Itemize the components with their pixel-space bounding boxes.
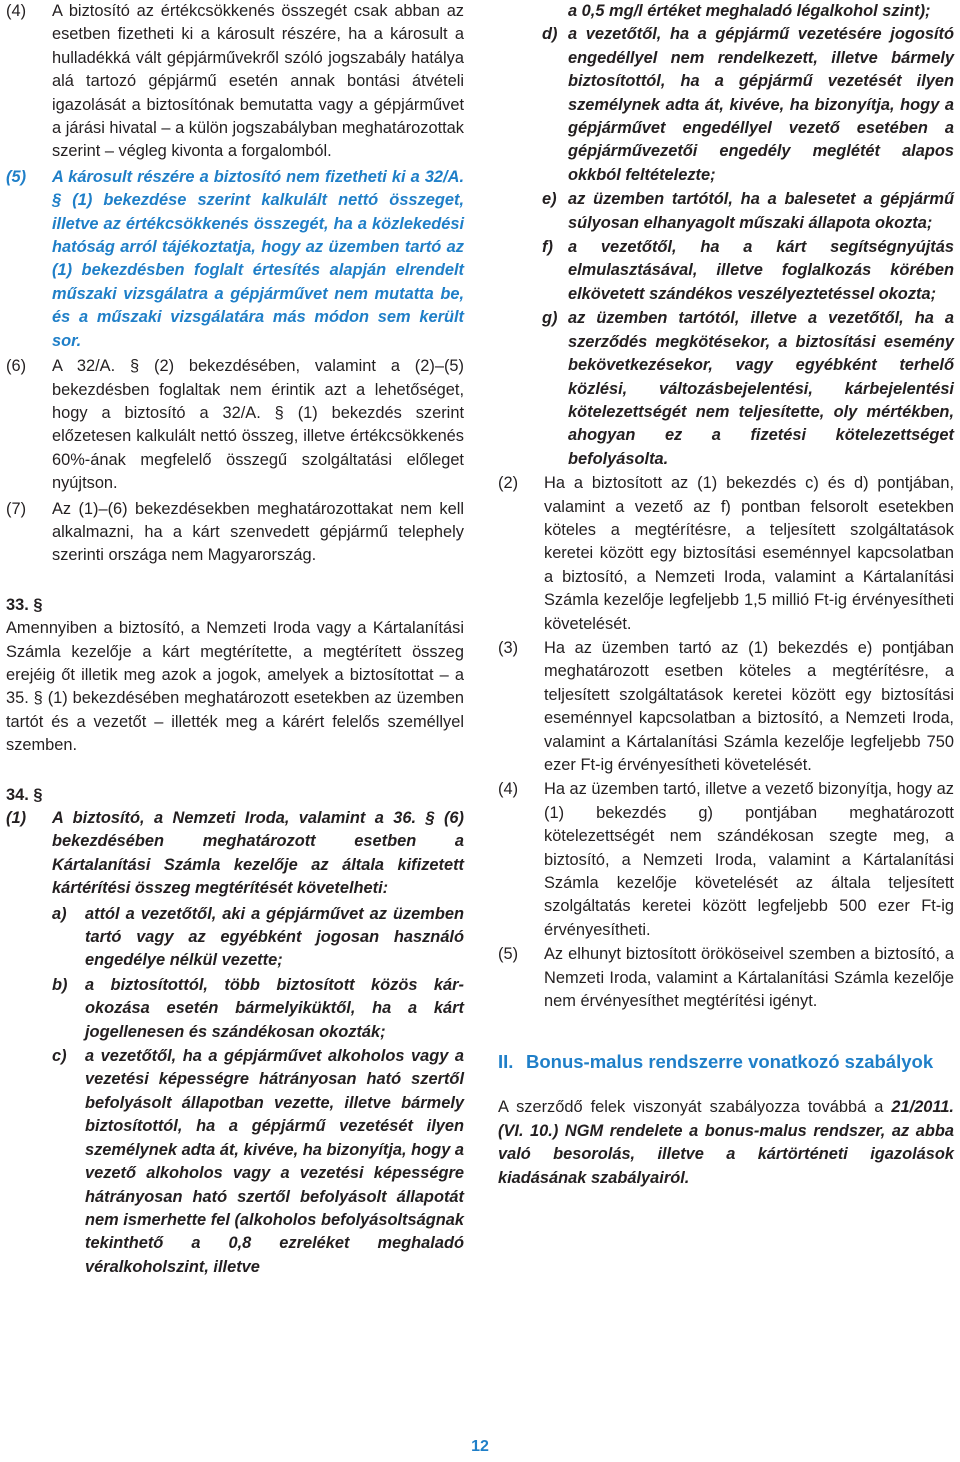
sub-item-letter: b): [52, 975, 68, 994]
paragraph-text: A biztosító az értékcsökkenés összegét csak abban az esetben fizetheti ki a károsult részére, ha a károsult a hulladékká vált gépjárművekről szóló jogszabály hatálya alá tartozó gépjármű esetén annak bontási átvételi igazolását a biztosítónak bemutatta vagy a gépjárművet a járási hivatal – a külön jogszabályban meghatározottak szerint – végleg kivonta a forgalomból.: [52, 2, 464, 161]
sub-item-list: [498, 0, 954, 471]
sub-item-text: attól a vezetőtől, aki a gépjárművet az üzemben tartó vagy az egyébként jogosan használó engedélye nélkül vezette;: [85, 904, 464, 970]
paragraph-text: Az elhunyt biztosított örököseivel szemben a biztosító, a Nemzeti Iroda, valamint a Kártalanítási Számla kezelője nem érvényesíthet megtérítési igényt.: [544, 945, 954, 1011]
sub-item-text: az üzemben tartótól, illetve a vezetőtől, ha a szerződés megkötésekor, a biztosítási esemény bekövetkezésekor, vagy egyébként terhelő közlési, változásbejelentési, kárbejelentési kötelezettségét nem teljesítette, oly mértékben, ahogyan ez a fizetési kötelezettséget befolyásolta.: [568, 309, 954, 468]
sub-item-continuation: a 0,5 mg/l értéket meghaladó légalkohol szint);: [568, 2, 931, 20]
sub-item-letter: f): [542, 238, 553, 257]
paragraph-number: (7): [6, 499, 27, 518]
sub-item-text: a vezetőtől, ha a kárt segítségnyújtás elmulasztásával, illetve foglalkozás körében elkövetett szándékos veszélyeztetéssel okozta;: [568, 238, 954, 303]
paragraph-text: A károsult részére a biztosító nem fizetheti ki a 32/A. § (1) bekezdése szerint kalkulált nettó összeget, illetve az értékcsökkenés összegét, ha a közlekedési hatóság arról tájékoztatja, hogy az üzemben tartó az (1) bekezdésben foglalt értesítés alapján elrendelt műszaki vizsgálatra a gépjárművet nem mutatta be, és a műszaki vizsgálatára más módon sem került sor.: [52, 167, 464, 350]
sub-item-text: a vezetőtől, ha a gépjárművet alkoholos vagy a vezetési képességre hátrányosan ható szertől befolyásolt állapotban vezette, illetve bármely biztosítottól, ha a gépjármű vezetését ilyen személynek adta át, kivéve, ha bizonyítja, hogy a vezető alkoholos vagy a vezetési képességre hátrányosan ható szertől befolyásolt állapotát nem ismerhette fel (alkoholos befolyásoltságnak tekinthető a 0,8 ezreléket meghaladó véralkoholszint, illetve: [85, 1047, 464, 1276]
sub-item-text: a vezetőtől, ha a gépjármű vezetésére jogosító engedéllyel nem rendelkezett, illetve bármely biztosítottól, ha a gépjármű vezetését ilyen személynek adta át, kivéve, ha bizonyítja, hogy a gépjárművet engedéllyel vezető esetében a gépjárművezetői engedély meglétét alapos okkból feltételezte;: [568, 25, 954, 184]
closing-paragraph: [498, 1096, 954, 1190]
sub-item-letter: c): [52, 1047, 67, 1066]
chapter-title: Bonus-malus rendszerre vonatkozó szabályok: [526, 1051, 934, 1073]
sub-item-text: az üzemben tartótól, ha a balesetet a gépjármű súlyosan elhanyagolt műszaki állapota okozta;: [568, 190, 954, 232]
section-34-paragraph-1: [6, 807, 464, 901]
section-34-heading: 34. §: [6, 785, 43, 804]
paragraph-6: [6, 355, 464, 495]
paragraph-7: [6, 498, 464, 568]
paragraph-5: [6, 166, 464, 353]
sub-item-letter: e): [542, 190, 557, 209]
section-33-text: Amennyiben a biztosító, a Nemzeti Iroda vagy a Kártalanítási Számla kezelője a kárt megtérítette, a megtérített összeg erejéig őt illetik meg azok a jogok, amelyek a biztosítottat – a 35. § (1) bekezdésében meghatározott esetekben az üzemben tartót és a vezetőt – illették meg a kárért felelős személlyel szemben.: [6, 619, 464, 755]
sub-item: [542, 188, 954, 235]
paragraph-text: Ha az üzemben tartó az (1) bekezdés e) pontjában meghatározott esetben köteles a megtérítésre, a teljesített szolgáltatások keretei között egy biztosítási eseménnyel kapcsolatban a biztosító, a Nemzeti Iroda, valamint a Kártalanítási Számla kezelője legfeljebb 750 ezer Ft-ig érvényesítheti követelését.: [544, 638, 954, 774]
sub-item: [52, 974, 464, 1044]
sub-item: [52, 1045, 464, 1279]
sub-item: [542, 236, 954, 306]
paragraph-text: Ha a biztosított az (1) bekezdés c) és d) pontjában, valamint a vezető az f) pontban felsorolt esetekben köteles a megtérítésre, a teljesített szolgáltatások keretei között egy biztosítási eseménnyel kapcsolatban a biztosító, a Nemzeti Iroda, valamint a Kártalanítási Számla kezelője legfeljebb 1,5 millió Ft-ig érvényesítheti követelését.: [544, 474, 954, 633]
chapter-heading: [498, 1049, 954, 1074]
chapter-number: II.: [498, 1051, 514, 1073]
sub-item-letter: d): [542, 25, 558, 44]
paragraph-number: (5): [498, 945, 519, 964]
sub-item-list: [6, 903, 464, 1280]
paragraph-number: (3): [498, 638, 519, 657]
sub-item: [542, 307, 954, 471]
sub-item: [52, 903, 464, 973]
paragraph-2: [498, 472, 954, 636]
paragraph-number: (1): [6, 809, 27, 827]
paragraph-5: [498, 943, 954, 1013]
paragraph-number: (4): [498, 780, 519, 799]
page-number: 12: [471, 1438, 489, 1455]
right-column: [498, 0, 954, 1190]
left-column: [6, 0, 464, 1279]
paragraph-number: (2): [498, 474, 519, 493]
paragraph-number: (5): [6, 167, 27, 186]
paragraph-text: Ha az üzemben tartó, illetve a vezető bizonyítja, hogy az (1) bekezdés g) pontjában meghatározott kötelezettségét nem szándékosan szegte meg, a biztosító, a Nemzeti Iroda, valamint a Kártalanítási Számla kezelője követelését az általa teljesített szolgáltatás keretei között legfeljebb 500 ezer Ft-ig érvényesítheti.: [544, 780, 954, 939]
sub-item: [542, 23, 954, 187]
sub-item-letter: g): [542, 309, 558, 328]
paragraph-4: [6, 0, 464, 164]
paragraph-text: Az (1)–(6) bekezdésekben meghatározottakat nem kell alkalmazni, ha a kárt szenvedett gépjármű telephely szerinti országa nem Magyarország.: [52, 499, 464, 565]
sub-item-text: a biztosítottól, több biztosított közös kár-okozása esetén bármelyiküktől, ha a kárt jogellenesen és szándékosan okozták;: [85, 975, 464, 1041]
paragraph-text: A biztosító, a Nemzeti Iroda, valamint a 36. § (6) bekezdésében meghatározott esetben a Kártalanítási Számla kezelője az általa kifizetett kártérítési összeg megtérítését követelheti:: [52, 809, 464, 898]
paragraph-number: (6): [6, 357, 27, 376]
paragraph-3: [498, 637, 954, 777]
paragraph-4: [498, 778, 954, 942]
regulation-reference: 21/2011. (VI. 10.) NGM rendelete a bonus-malus rendszer, az abba való besorolás, illetve a kártörténeti igazolások kiadásának szabályairól.: [498, 1098, 954, 1187]
sub-item-letter: a): [52, 904, 67, 923]
section-33-heading: 33. §: [6, 595, 43, 614]
paragraph-text: A 32/A. § (2) bekezdésében, valamint a (2)–(5) bekezdésben foglaltak nem érintik azt a lehetőséget, hogy a biztosító a 32/A. § (1) bekezdés szerint előzetesen kalkulált nettó összeg, illetve értékcsökkenés 60%-ának megfelelő összegű szolgáltatási előleget nyújtson.: [52, 357, 464, 493]
paragraph-number: (4): [6, 2, 27, 20]
closing-text: A szerződő felek viszonyát szabályozza továbbá a: [498, 1098, 892, 1117]
